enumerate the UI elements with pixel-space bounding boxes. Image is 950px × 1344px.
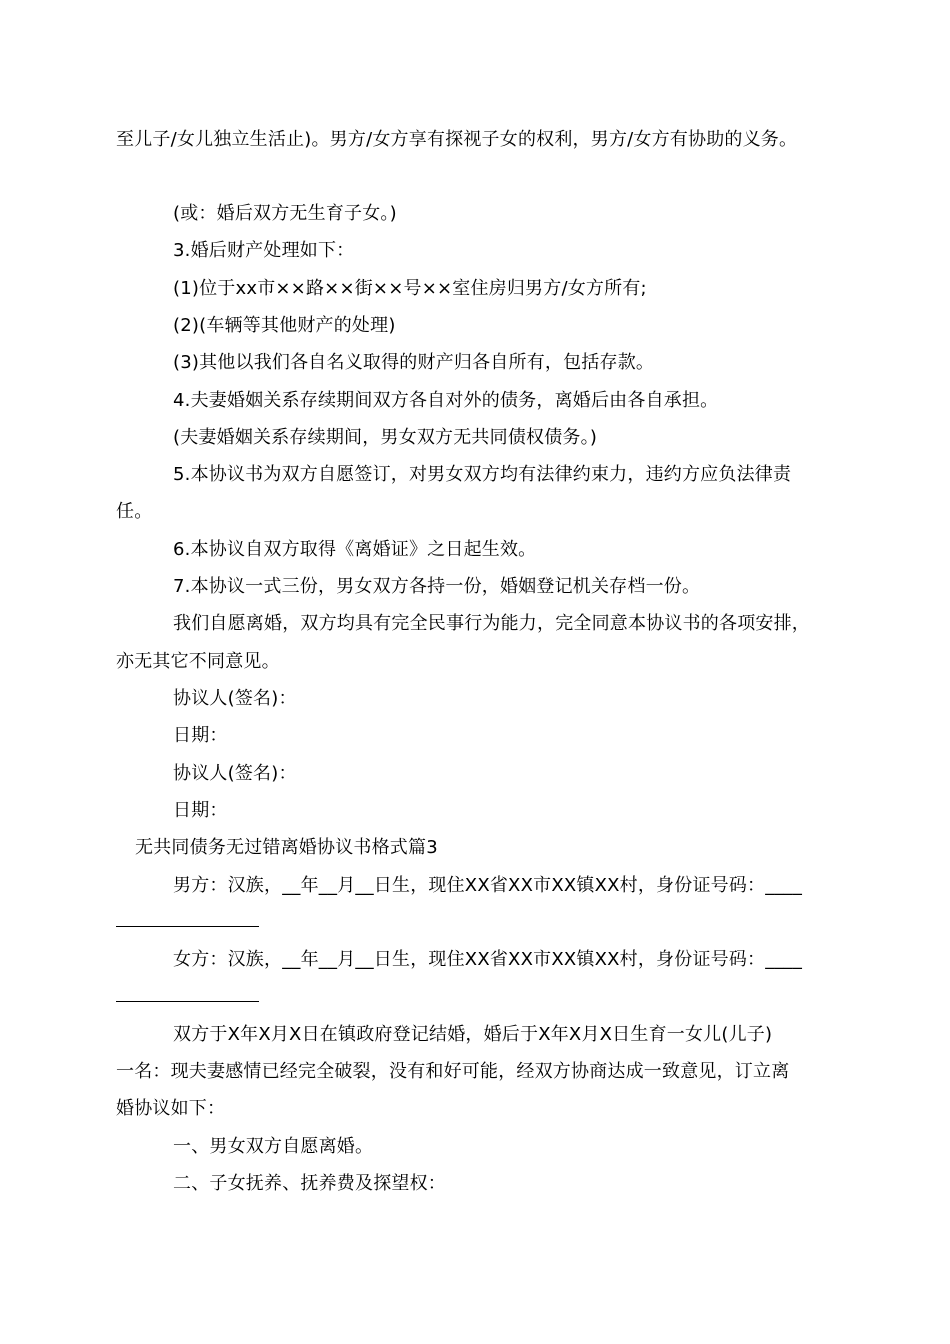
date-label: 日期： (173, 725, 228, 746)
signature-label: 协议人(签名)： (173, 763, 297, 784)
paragraph-line: 女方：汉族，__年__月__日生，现住XX省XX市XX镇XX村，身份证号码：____ (173, 949, 803, 970)
paragraph-line: 任。 (116, 501, 153, 522)
paragraph-line: 至儿子/女儿独立生活止)。男方/女方享有探视子女的权利，男方/女方有协助的义务。 (116, 129, 798, 150)
paragraph-line: 7.本协议一式三份，男女双方各持一份，婚姻登记机关存档一份。 (173, 576, 701, 597)
paragraph-line: (1)位于xx市××路××街××号××室住房归男方/女方所有; (173, 278, 647, 299)
paragraph-line: 6.本协议自双方取得《离婚证》之日起生效。 (173, 539, 537, 560)
paragraph-line: 婚协议如下： (116, 1098, 226, 1119)
paragraph-line: 双方于X年X月X日在镇政府登记结婚，婚后于X年X月X日生育一女儿(儿子) (173, 1024, 773, 1045)
paragraph-line: 亦无其它不同意见。 (116, 651, 280, 672)
blank-underline (116, 926, 259, 927)
blank-underline (116, 1001, 259, 1002)
paragraph-line: 5.本协议书为双方自愿签订，对男女双方均有法律约束力，违约方应负法律责 (173, 464, 792, 485)
paragraph-line: 一、男女双方自愿离婚。 (173, 1136, 374, 1157)
paragraph-line: 二、子女抚养、抚养费及探望权： (173, 1173, 446, 1194)
paragraph-line: 我们自愿离婚，双方均具有完全民事行为能力，完全同意本协议书的各项安排， (173, 613, 810, 634)
paragraph-line: 男方：汉族，__年__月__日生，现住XX省XX市XX镇XX村，身份证号码：____ (173, 875, 803, 896)
paragraph-line: 3.婚后财产处理如下： (173, 240, 355, 261)
section-heading: 无共同债务无过错离婚协议书格式篇3 (135, 837, 438, 858)
paragraph-line: 一名：现夫妻感情已经完全破裂，没有和好可能，经双方协商达成一致意见，订立离 (116, 1061, 790, 1082)
paragraph-line: (夫妻婚姻关系存续期间，男女双方无共同债权债务。) (173, 427, 598, 448)
paragraph-line: (3)其他以我们各自名义取得的财产归各自所有，包括存款。 (173, 352, 655, 373)
paragraph-line: 4.夫妻婚姻关系存续期间双方各自对外的债务，离婚后由各自承担。 (173, 390, 719, 411)
signature-label: 协议人(签名)： (173, 688, 297, 709)
paragraph-line: (或：婚后双方无生育子女。) (173, 203, 397, 224)
date-label: 日期： (173, 800, 228, 821)
paragraph-line: (2)(车辆等其他财产的处理) (173, 315, 396, 336)
